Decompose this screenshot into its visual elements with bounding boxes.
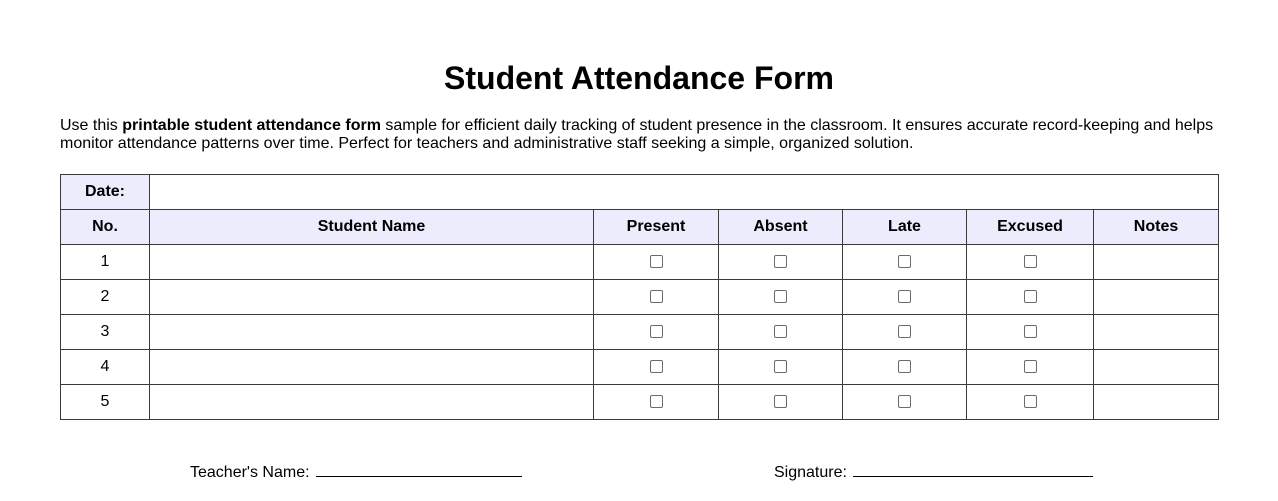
header-present: Present <box>594 210 719 245</box>
intro-suffix: sample for efficient daily tracking of student presence in the classroom. It ensures accurate record-keeping and helps monitor attendance patterns over time. Perfect for teachers and administrative staff seeking a simple, organized solution. <box>60 117 1214 152</box>
excused-checkbox[interactable] <box>1024 395 1037 408</box>
student-name-field[interactable] <box>150 385 594 420</box>
excused-cell <box>967 280 1094 315</box>
student-name-field[interactable] <box>150 350 594 385</box>
intro-paragraph <box>60 117 1230 153</box>
present-checkbox[interactable] <box>650 255 663 268</box>
excused-cell <box>967 385 1094 420</box>
late-checkbox[interactable] <box>898 325 911 338</box>
student-name-field[interactable] <box>150 245 594 280</box>
header-row <box>61 210 1219 245</box>
excused-cell <box>967 350 1094 385</box>
late-checkbox[interactable] <box>898 360 911 373</box>
page-title: Student Attendance Form <box>444 60 834 96</box>
present-cell <box>594 350 719 385</box>
teacher-name-block <box>190 462 522 482</box>
excused-cell <box>967 245 1094 280</box>
late-checkbox[interactable] <box>898 290 911 303</box>
present-cell <box>594 385 719 420</box>
absent-cell <box>719 280 843 315</box>
table-row <box>61 315 1219 350</box>
present-cell <box>594 280 719 315</box>
absent-checkbox[interactable] <box>774 395 787 408</box>
date-field[interactable] <box>150 175 1219 210</box>
absent-cell <box>719 315 843 350</box>
absent-cell <box>719 385 843 420</box>
excused-checkbox[interactable] <box>1024 360 1037 373</box>
student-name-field[interactable] <box>150 315 594 350</box>
header-notes: Notes <box>1094 210 1219 245</box>
attendance-table <box>60 174 1219 420</box>
absent-checkbox[interactable] <box>774 360 787 373</box>
excused-cell <box>967 315 1094 350</box>
present-checkbox[interactable] <box>650 290 663 303</box>
excused-checkbox[interactable] <box>1024 325 1037 338</box>
notes-field[interactable] <box>1094 280 1219 315</box>
row-number: 4 <box>61 350 150 385</box>
teacher-name-line[interactable] <box>316 462 522 477</box>
student-name-field[interactable] <box>150 280 594 315</box>
absent-checkbox[interactable] <box>774 255 787 268</box>
intro-prefix: Use this <box>60 117 123 134</box>
intro-bold: printable student attendance form <box>122 117 381 134</box>
header-excused: Excused <box>967 210 1094 245</box>
header-no: No. <box>61 210 150 245</box>
late-cell <box>843 315 967 350</box>
absent-checkbox[interactable] <box>774 325 787 338</box>
late-cell <box>843 350 967 385</box>
late-checkbox[interactable] <box>898 255 911 268</box>
header-student-name: Student Name <box>150 210 594 245</box>
row-number: 5 <box>61 385 150 420</box>
date-label: Date: <box>61 175 150 210</box>
notes-field[interactable] <box>1094 350 1219 385</box>
absent-checkbox[interactable] <box>774 290 787 303</box>
date-row <box>61 175 1219 210</box>
excused-checkbox[interactable] <box>1024 255 1037 268</box>
late-cell <box>843 280 967 315</box>
notes-field[interactable] <box>1094 245 1219 280</box>
notes-field[interactable] <box>1094 385 1219 420</box>
late-checkbox[interactable] <box>898 395 911 408</box>
late-cell <box>843 245 967 280</box>
header-late: Late <box>843 210 967 245</box>
signature-line[interactable] <box>853 462 1093 477</box>
present-checkbox[interactable] <box>650 360 663 373</box>
teacher-name-label: Teacher's Name: <box>190 464 310 481</box>
signature-block <box>774 462 1093 482</box>
row-number: 1 <box>61 245 150 280</box>
row-number: 3 <box>61 315 150 350</box>
table-row <box>61 350 1219 385</box>
signature-label: Signature: <box>774 464 847 481</box>
header-absent: Absent <box>719 210 843 245</box>
present-checkbox[interactable] <box>650 325 663 338</box>
present-checkbox[interactable] <box>650 395 663 408</box>
late-cell <box>843 385 967 420</box>
present-cell <box>594 245 719 280</box>
table-row <box>61 280 1219 315</box>
table-row <box>61 385 1219 420</box>
present-cell <box>594 315 719 350</box>
row-number: 2 <box>61 280 150 315</box>
table-row <box>61 245 1219 280</box>
absent-cell <box>719 350 843 385</box>
absent-cell <box>719 245 843 280</box>
notes-field[interactable] <box>1094 315 1219 350</box>
excused-checkbox[interactable] <box>1024 290 1037 303</box>
